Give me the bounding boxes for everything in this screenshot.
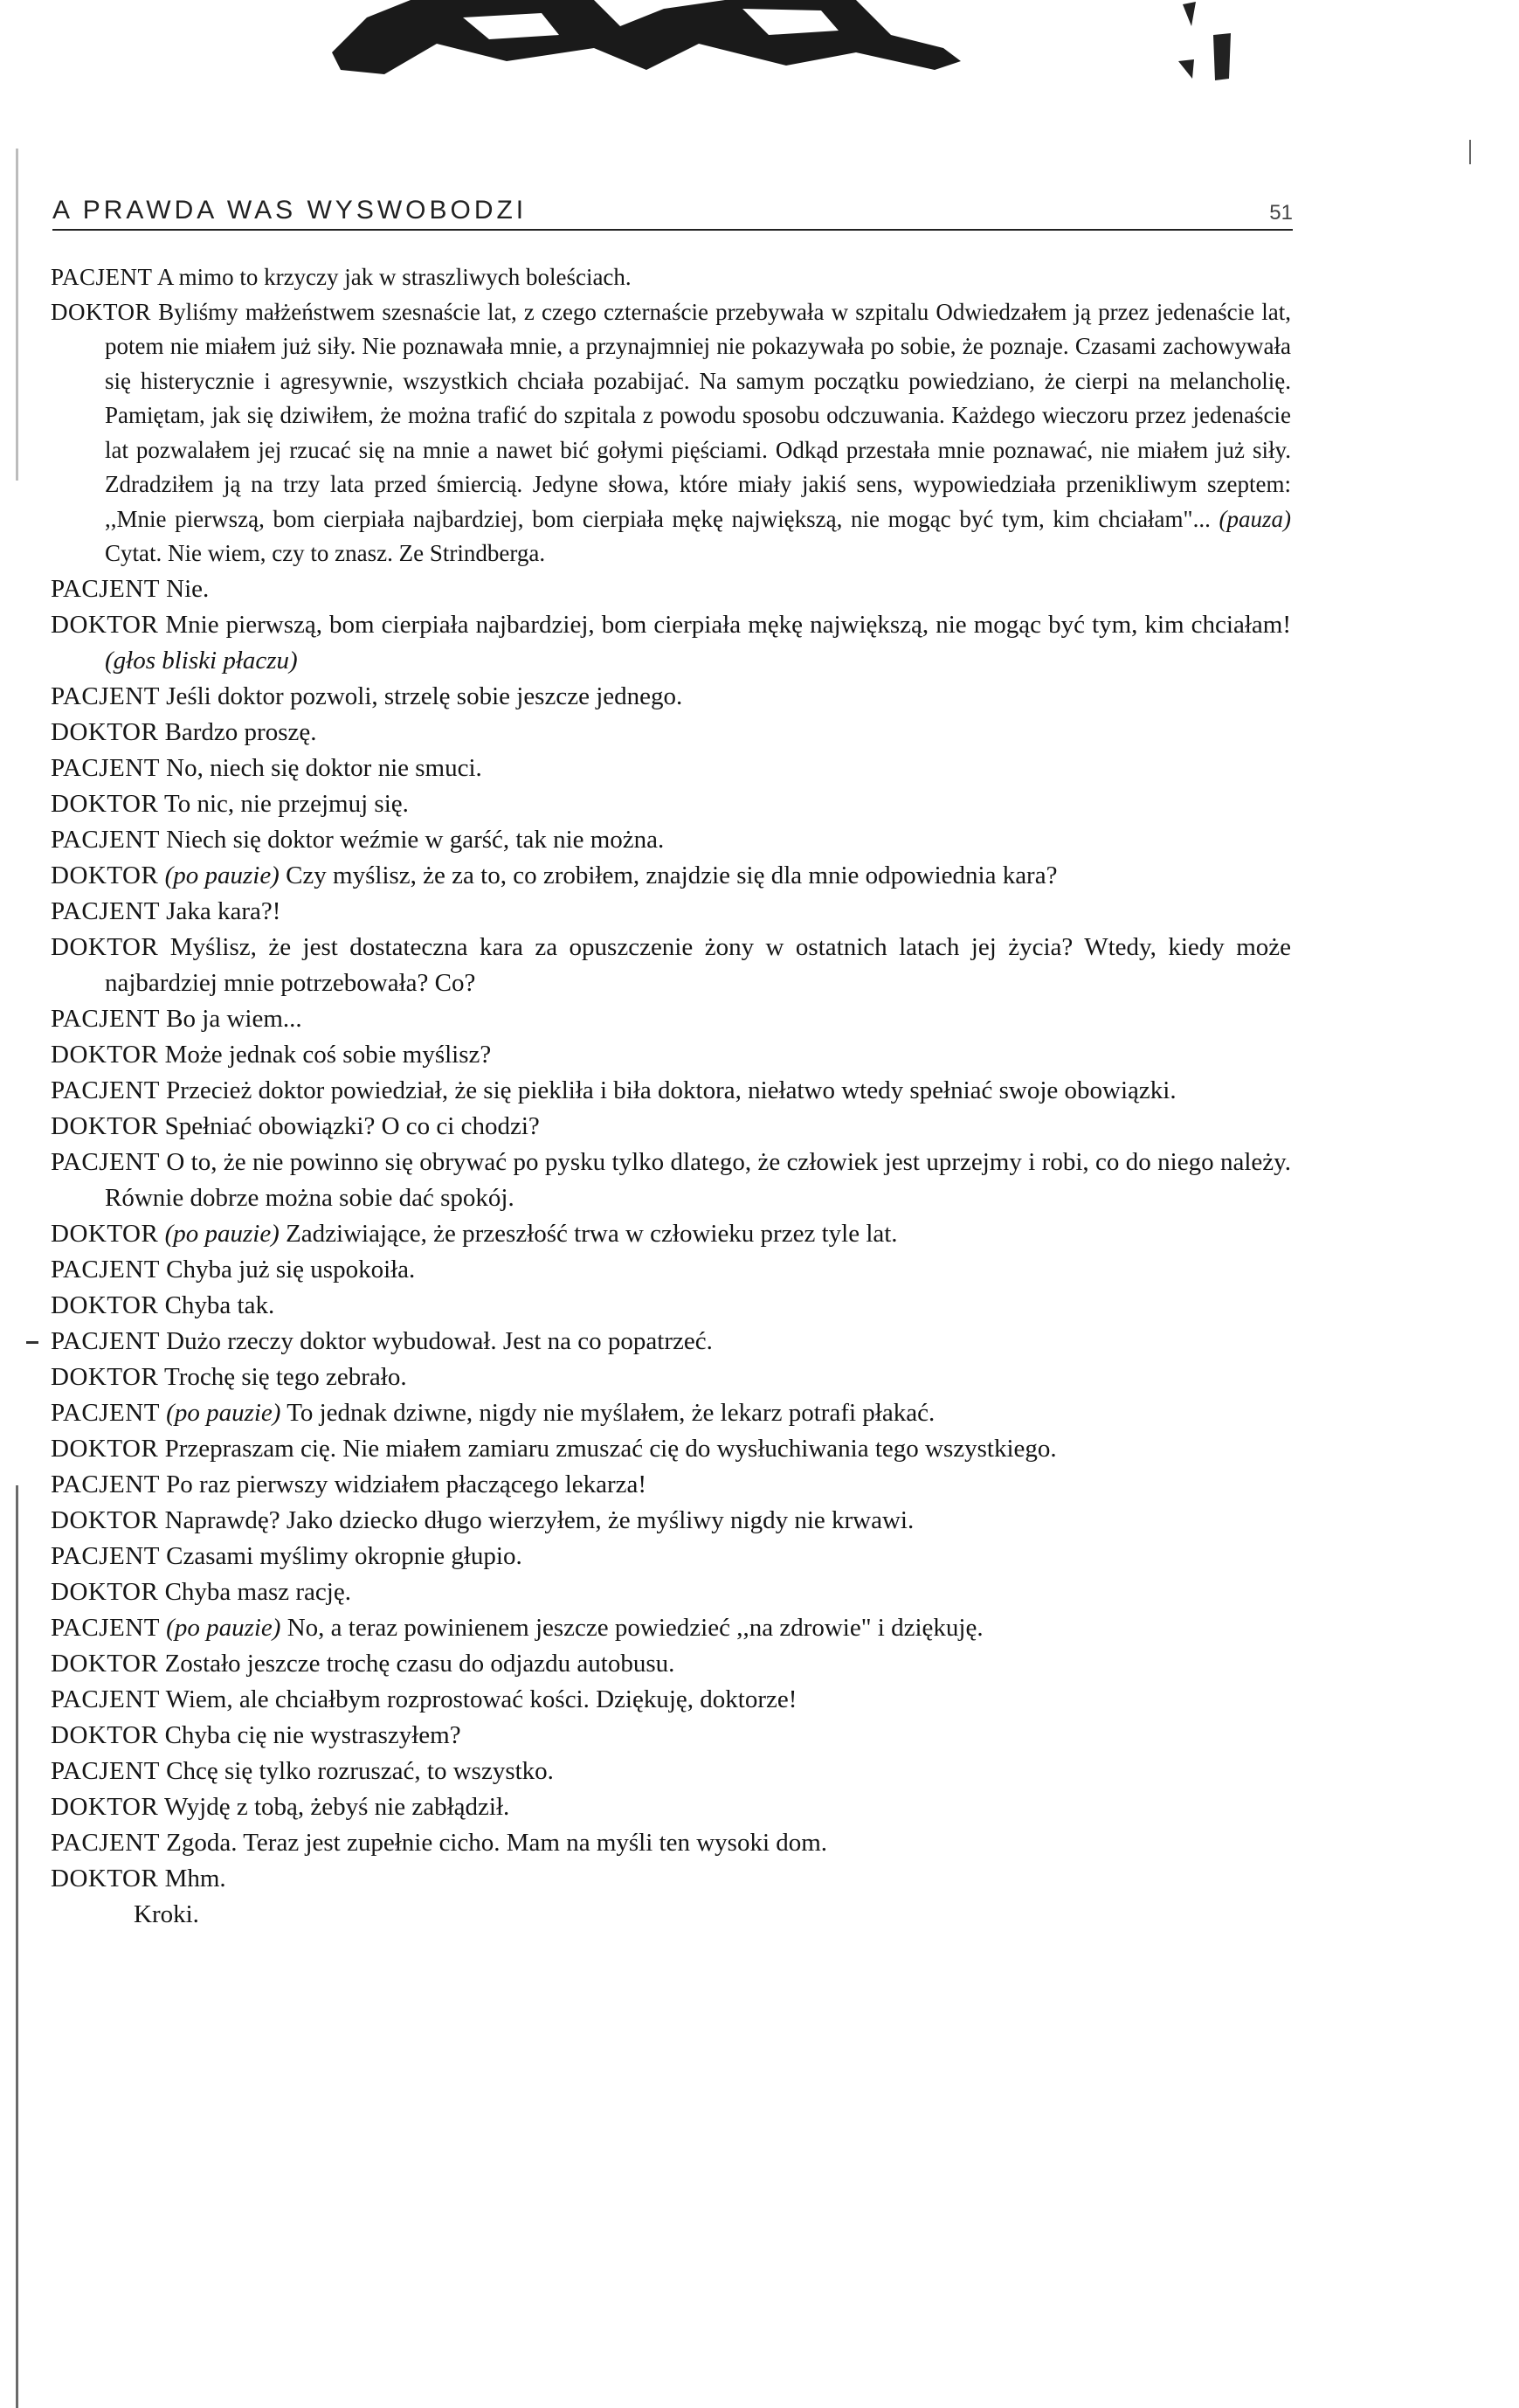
line-text: No, niech się doktor nie smuci. — [166, 753, 482, 782]
stage-direction: (głos bliski płaczu) — [105, 646, 298, 675]
line-text: Chyba masz rację. — [164, 1577, 351, 1606]
margin-dash-mark — [26, 1341, 38, 1344]
stage-direction: (po pauzie) — [164, 861, 280, 889]
speaker-name: DOKTOR — [51, 717, 159, 746]
speaker-name: PACJENT — [51, 1004, 160, 1033]
line-text: A mimo to krzyczy jak w straszliwych boleściach. — [156, 264, 632, 290]
speaker-name: PACJENT — [51, 825, 160, 854]
line-text: O to, że nie powinno się obrywać po pysku tylko dlatego, że człowiek jest uprzejmy i robi, co do niego należy. Równie dobrze można sobie dać spokój. — [105, 1147, 1291, 1212]
line-text: Chcę się tylko rozruszać, to wszystko. — [166, 1756, 554, 1785]
dialogue-line — [51, 1682, 1291, 1718]
speaker-name: DOKTOR — [51, 298, 152, 325]
speaker-name: DOKTOR — [51, 1111, 159, 1140]
dialogue-line — [51, 1037, 1291, 1073]
line-text: Przepraszam cię. Nie miałem zamiaru zmuszać cię do wysłuchiwania tego wszystkiego. — [164, 1434, 1057, 1463]
line-text: Chyba cię nie wystraszyłem? — [164, 1720, 461, 1749]
line-text: Niech się doktor weźmie w garść, tak nie można. — [166, 825, 665, 854]
closing-stage-direction: Kroki. — [134, 1899, 199, 1928]
speaker-name: DOKTOR — [51, 1792, 159, 1821]
speaker-name: DOKTOR — [51, 932, 159, 961]
dialogue-line — [51, 1001, 1291, 1037]
dialogue-line — [51, 786, 1291, 822]
speaker-name: PACJENT — [51, 1613, 160, 1642]
dialogue-line — [51, 1073, 1291, 1109]
speaker-name: PACJENT — [51, 1828, 160, 1857]
dialogue-line — [51, 679, 1291, 715]
dialogue — [51, 260, 1291, 1933]
dialogue-line — [51, 1574, 1291, 1610]
speaker-name: PACJENT — [51, 1076, 160, 1104]
speaker-name: DOKTOR — [51, 1505, 159, 1534]
line-text: Może jednak coś sobie myślisz? — [164, 1040, 492, 1069]
dialogue-line — [51, 1754, 1291, 1789]
speaker-name: DOKTOR — [51, 1362, 159, 1391]
line-text: Trochę się tego zebrało. — [164, 1362, 407, 1391]
speaker-name: PACJENT — [51, 1470, 160, 1498]
line-text: Bardzo proszę. — [164, 717, 317, 746]
speaker-name: DOKTOR — [51, 1649, 159, 1678]
dialogue-line — [51, 607, 1291, 679]
speaker-name: DOKTOR — [51, 1720, 159, 1749]
speaker-name: DOKTOR — [51, 1290, 159, 1319]
line-text: Chyba tak. — [164, 1290, 275, 1319]
dialogue-line — [51, 1503, 1291, 1539]
line-text: Myślisz, że jest dostateczna kara za opuszczenie żony w ostatnich latach jej życia? Wtedy, kiedy może najbardziej mnie potrzebowała? Co? — [105, 932, 1292, 997]
speaker-name: PACJENT — [51, 574, 160, 603]
line-text: Mhm. — [164, 1864, 226, 1892]
line-text: Wiem, ale chciałbym rozprostować kości. Dziękuję, doktorze! — [165, 1685, 797, 1713]
line-text: Dużo rzeczy doktor wybudował. Jest na co popatrzeć. — [166, 1326, 713, 1355]
speaker-name: PACJENT — [51, 1147, 160, 1176]
dialogue-line — [51, 1145, 1291, 1216]
line-text: Naprawdę? Jako dziecko długo wierzyłem, że myśliwy nigdy nie krwawi. — [164, 1505, 915, 1534]
speaker-name: PACJENT — [51, 1685, 160, 1713]
stage-direction: (po pauzie) — [166, 1613, 281, 1642]
line-text: Zgoda. Teraz jest zupełnie cicho. Mam na myśli ten wysoki dom. — [166, 1828, 828, 1857]
scan-artifact-mark — [1178, 0, 1239, 83]
dialogue-line — [51, 1109, 1291, 1145]
dialogue-line — [51, 715, 1291, 751]
dialogue-line — [51, 295, 1291, 571]
page-header — [52, 183, 1293, 231]
speaker-name: DOKTOR — [51, 1434, 159, 1463]
speaker-name: DOKTOR — [51, 1577, 159, 1606]
dialogue-line — [51, 1252, 1291, 1288]
dialogue-line — [51, 1395, 1291, 1431]
stage-direction: (pauza) — [1219, 505, 1292, 532]
line-text: Zadziwiające, że przeszłość trwa w człowieku przez tyle lat. — [286, 1219, 898, 1248]
line-text: Nie. — [166, 574, 210, 603]
line-text-continued: Cytat. Nie wiem, czy to znasz. Ze Strindberga. — [105, 540, 546, 566]
speaker-name: DOKTOR — [51, 1864, 159, 1892]
dialogue-line — [51, 1539, 1291, 1574]
dialogue-line — [51, 1646, 1291, 1682]
line-text: Mnie pierwszą, bom cierpiała najbardziej, bom cierpiała mękę największą, nie mogąc być tym, kim chciałam! — [165, 610, 1292, 639]
line-text: Czy myślisz, że za to, co zrobiłem, znajdzie się dla mnie odpowiednia kara? — [286, 861, 1058, 889]
dialogue-line — [51, 930, 1291, 1001]
speaker-name: PACJENT — [51, 896, 160, 925]
dialogue-line — [51, 260, 1291, 295]
speaker-name: PACJENT — [51, 753, 160, 782]
running-head: A PRAWDA WAS WYSWOBODZI — [52, 196, 528, 225]
scan-artifact-blotch — [332, 0, 961, 83]
line-text: Zostało jeszcze trochę czasu do odjazdu autobusu. — [164, 1649, 675, 1678]
speaker-name: PACJENT — [51, 682, 160, 710]
page-number: 51 — [1269, 201, 1293, 225]
dialogue-line — [51, 1360, 1291, 1395]
dialogue-line — [51, 822, 1291, 858]
speaker-name: DOKTOR — [51, 861, 159, 889]
line-text: Bo ja wiem... — [166, 1004, 302, 1033]
speaker-name: PACJENT — [51, 264, 153, 290]
dialogue-line — [51, 858, 1291, 894]
dialogue-line — [51, 1610, 1291, 1646]
dialogue-line — [51, 1718, 1291, 1754]
line-text: To nic, nie przejmuj się. — [164, 789, 409, 818]
binding-margin-line-lower — [16, 1485, 18, 2408]
line-text: Czasami myślimy okropnie głupio. — [166, 1541, 522, 1570]
line-text: Byliśmy małżeństwem szesnaście lat, z czego czternaście przebywała w szpitalu Odwiedzałem ją przez jedenaście lat, potem nie miałem już siły. Nie poznawała mnie, a przynajmniej nie pokazywała po sobie, że poznaje. Czasami zachowywała się histerycznie i agresywnie, wszystkich chciała pozabijać. Na samym początku powiedziano, że cierpi na melancholię. Pamiętam, jak się dziwiłem, że można trafić do szpitala z powodu sposobu odczuwania. Każdego wieczoru przez jedenaście lat pozwalałem jej rzucać się na mnie a nawet bić gołymi pięściami. Odkąd przestała mnie poznawać, nie miałem już siły. Zdradziłem ją na trzy lata przed śmiercią. Jedyne słowa, które miały jakiś sens, wypowiedziała przenikliwym szeptem: ,,Mnie pierwszą, bom cierpiała najbardziej, bom cierpiała mękę największą, nie mogąc być tym, kim chciałam"... — [105, 298, 1291, 532]
speaker-name: PACJENT — [51, 1255, 160, 1284]
dialogue-line — [51, 1324, 1291, 1360]
margin-tick-mark — [1469, 140, 1471, 164]
dialogue-line — [51, 1861, 1291, 1897]
line-text: Przecież doktor powiedział, że się piekliła i biła doktora, niełatwo wtedy spełniać swoje obowiązki. — [166, 1076, 1177, 1104]
speaker-name: PACJENT — [51, 1326, 160, 1355]
line-text: Po raz pierwszy widziałem płaczącego lekarza! — [166, 1470, 647, 1498]
stage-direction: (po pauzie) — [164, 1219, 280, 1248]
speaker-name: PACJENT — [51, 1756, 160, 1785]
line-text: Chyba już się uspokoiła. — [166, 1255, 416, 1284]
line-text: No, a teraz powinienem jeszcze powiedzieć ,,na zdrowie" i dziękuję. — [287, 1613, 984, 1642]
dialogue-line — [51, 1216, 1291, 1252]
stage-direction: (po pauzie) — [166, 1398, 281, 1427]
dialogue-line — [51, 1288, 1291, 1324]
dialogue-line — [51, 751, 1291, 786]
dialogue-line — [51, 1467, 1291, 1503]
binding-margin-line-upper — [16, 149, 18, 481]
speaker-name: DOKTOR — [51, 1219, 159, 1248]
line-text: Spełniać obowiązki? O co ci chodzi? — [164, 1111, 540, 1140]
speaker-name: DOKTOR — [51, 1040, 159, 1069]
speaker-name: PACJENT — [51, 1398, 160, 1427]
line-text: Jeśli doktor pozwoli, strzelę sobie jeszcze jednego. — [166, 682, 683, 710]
dialogue-line — [51, 1789, 1291, 1825]
dialogue-line — [51, 571, 1291, 607]
line-text: To jednak dziwne, nigdy nie myślałem, że lekarz potrafi płakać. — [287, 1398, 936, 1427]
dialogue-line — [51, 894, 1291, 930]
speaker-name: PACJENT — [51, 1541, 160, 1570]
dialogue-line — [51, 1825, 1291, 1861]
speaker-name: DOKTOR — [51, 610, 159, 639]
line-text: Jaka kara?! — [166, 896, 281, 925]
line-text: Wyjdę z tobą, żebyś nie zabłądził. — [164, 1792, 510, 1821]
dialogue-line — [51, 1431, 1291, 1467]
speaker-name: DOKTOR — [51, 789, 159, 818]
